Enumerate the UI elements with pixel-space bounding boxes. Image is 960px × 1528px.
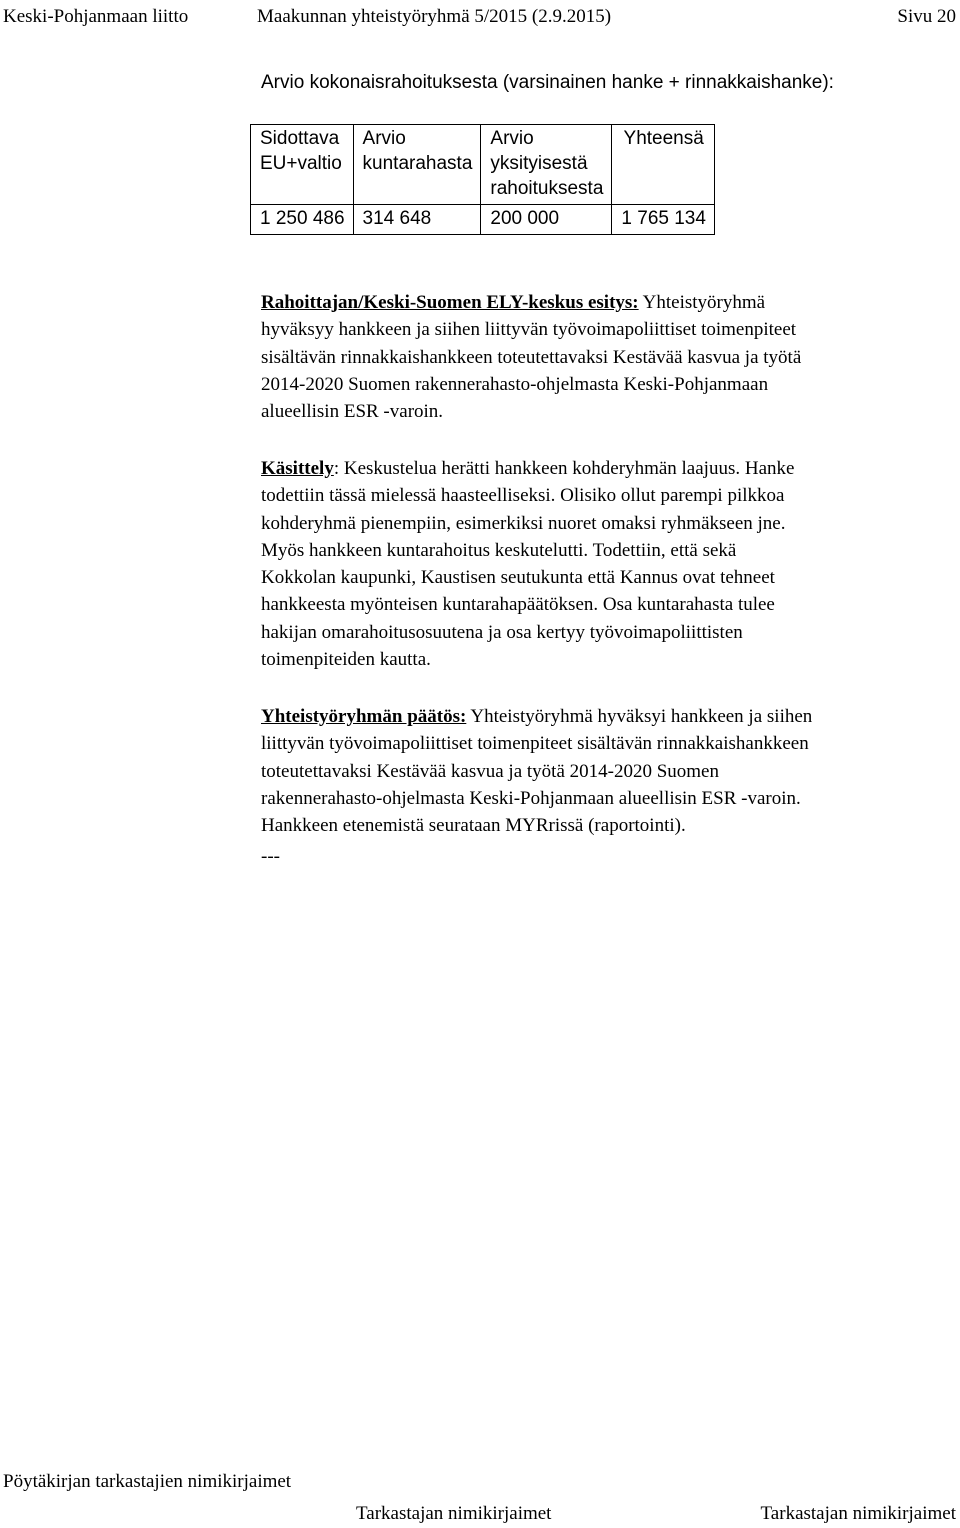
separator: --- xyxy=(261,846,280,867)
proposal-paragraph: Rahoittajan/Keski-Suomen ELY-keskus esitys: Yhteistyöryhmä hyväksyy hankkeen ja siihen liittyvän työvoimapoliittiset toimenpiteet sisältävän rinnakkaishankkeen toteutettavaksi Kestävää kasvua ja työtä 2014-2020 Suomen rakennerahasto-ohjelmasta Keski-Pohjanmaan alueellisin ESR -varoin. xyxy=(261,292,802,423)
discussion-paragraph: Käsittely: Keskustelua herätti hankkeen kohderyhmän laajuus. Hanke todettiin tässä mielessä haasteelliseksi. Olisiko ollut parempi pilkkoa kohderyhmä pienempiin, esimerkiksi nuoret omaksi ryhmäkseen jne. Myös hankkeen kuntarahoitus keskutelutti. Todettiin, että sekä Kokkolan kaupunki, Kaustisen seutukunta että Kannus ovat tehneet hankkeesta myönteisen kuntarahapäätöksen. Osa kuntarahasta tulee hakijan omarahoitusosuutena ja osa kertyy työvoimapoliittisten toimenpiteiden kautta. xyxy=(261,458,795,671)
financing-intro: Arvio kokonaisrahoituksesta (varsinainen hanke + rinnakkaishanke): xyxy=(261,72,834,93)
meeting-title: Maakunnan yhteistyöryhmä 5/2015 (2.9.2015) xyxy=(257,6,612,27)
table-row xyxy=(251,205,715,235)
value-eu-state: 1 250 486 xyxy=(251,205,354,235)
footer-inspector-2: Tarkastajan nimikirjaimet xyxy=(760,1503,956,1524)
footer-inspector-1: Tarkastajan nimikirjaimet xyxy=(356,1503,552,1524)
financing-table xyxy=(250,124,715,235)
org-name: Keski-Pohjanmaan liitto xyxy=(3,6,189,27)
value-municipal: 314 648 xyxy=(353,205,481,235)
proposal-label: Rahoittajan/Keski-Suomen ELY-keskus esitys: xyxy=(261,292,639,313)
value-private: 200 000 xyxy=(481,205,612,235)
col-header-eu-state: Sidottava EU+valtio xyxy=(251,125,354,205)
col-header-municipal: Arvio kuntarahasta xyxy=(353,125,481,205)
table-header-row xyxy=(251,125,715,205)
footer-minutes-initials: Pöytäkirjan tarkastajien nimikirjaimet xyxy=(3,1471,292,1492)
col-header-private: Arvio yksityisestä rahoituksesta xyxy=(481,125,612,205)
col-header-total: Yhteensä xyxy=(612,125,715,205)
decision-paragraph: Yhteistyöryhmän päätös: Yhteistyöryhmä hyväksyi hankkeen ja siihen liittyvän työvoimapoliittiset toimenpiteet sisältävän rinnakkaishankkeen toteutettavaksi Kestävää kasvua ja työtä 2014-2020 Suomen rakennerahasto-ohjelmasta Keski-Pohjanmaan alueellisin ESR -varoin. Hankkeen etenemistä seurataan MYRrissä (raportointi). xyxy=(261,706,813,837)
decision-label: Yhteistyöryhmän päätös: xyxy=(261,706,467,727)
page-number: Sivu 20 xyxy=(897,6,956,27)
discussion-label: Käsittely xyxy=(261,458,334,479)
value-total: 1 765 134 xyxy=(612,205,715,235)
